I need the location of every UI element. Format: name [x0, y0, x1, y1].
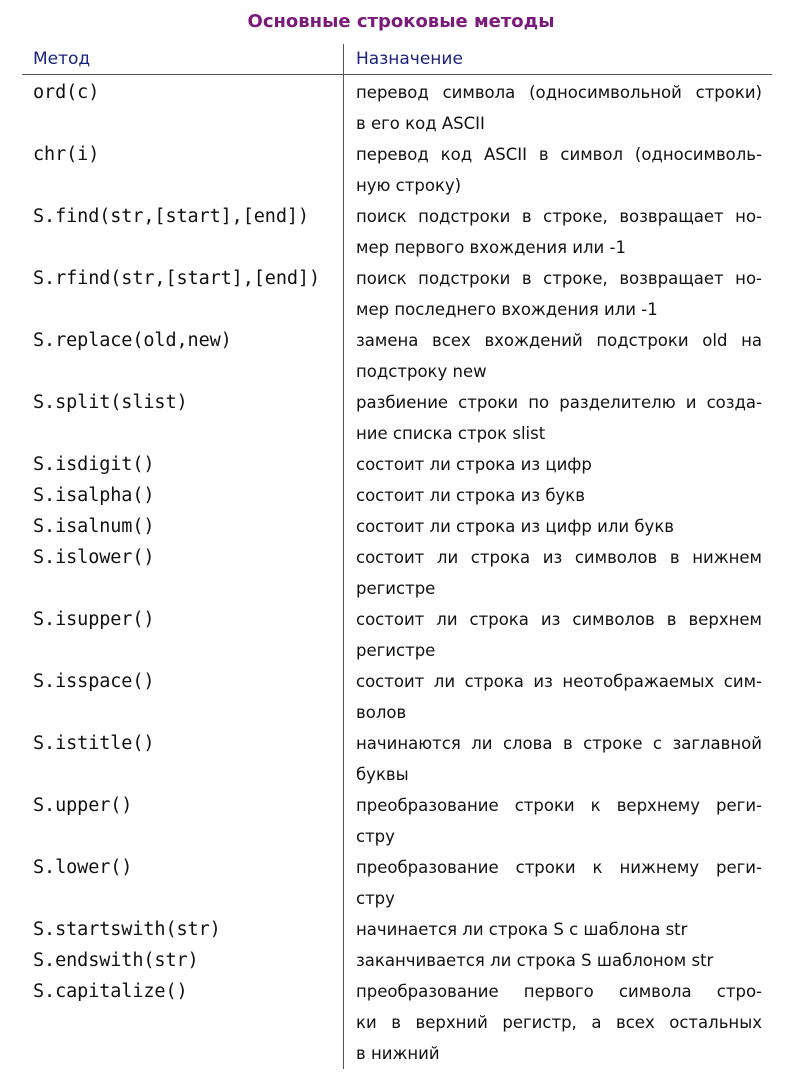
table-row — [22, 511, 772, 542]
purpose-line: ную строку) — [356, 176, 462, 195]
purpose-line: подстроку new — [356, 362, 487, 381]
purpose-cell — [344, 728, 772, 790]
purpose-line: замена всех вхождений подстроки old на — [356, 331, 762, 350]
purpose-line: волов — [356, 703, 407, 722]
purpose-line: заканчивается ли строка S шаблоном str — [356, 951, 714, 970]
method-cell: S.replace(old,new) — [33, 330, 232, 351]
purpose-line: преобразование строки к верхнему реги- — [356, 796, 762, 815]
page-title: Основные строковые методы — [247, 11, 555, 32]
method-cell: S.islower() — [33, 547, 155, 568]
purpose-cell — [344, 511, 772, 542]
table-row — [22, 449, 772, 480]
purpose-cell — [344, 976, 772, 1069]
table-row — [22, 542, 772, 604]
method-cell: chr(i) — [33, 144, 100, 165]
table-row — [22, 604, 772, 666]
purpose-line: регистре — [356, 641, 436, 660]
purpose-cell — [344, 666, 772, 728]
purpose-cell — [344, 542, 772, 604]
purpose-cell — [344, 480, 772, 511]
purpose-line: состоит ли строка из символов в верхнем — [356, 610, 762, 629]
method-cell: S.isdigit() — [33, 454, 155, 475]
table-header — [22, 44, 772, 75]
table-row — [22, 387, 772, 449]
purpose-line: состоит ли строка из цифр — [356, 455, 592, 474]
purpose-line: в его код ASCII — [356, 114, 485, 133]
table-row — [22, 790, 772, 852]
purpose-line: состоит ли строка из символов в нижнем — [356, 548, 762, 567]
method-cell: S.upper() — [33, 795, 133, 816]
method-cell: ord(c) — [33, 82, 100, 103]
purpose-line: регистре — [356, 579, 436, 598]
table-row — [22, 914, 772, 945]
table-row — [22, 666, 772, 728]
purpose-cell — [344, 139, 772, 201]
method-cell: S.isspace() — [33, 671, 155, 692]
purpose-cell — [344, 325, 772, 387]
method-cell: S.startswith(str) — [33, 919, 221, 940]
header-method: Метод — [33, 49, 91, 69]
table-row — [22, 480, 772, 511]
purpose-cell — [344, 201, 772, 263]
purpose-line: начинаются ли слова в строке с заглавной — [356, 734, 762, 753]
table-row — [22, 945, 772, 976]
method-cell: S.istitle() — [33, 733, 155, 754]
purpose-cell — [344, 449, 772, 480]
method-cell: S.split(slist) — [33, 392, 188, 413]
table-row — [22, 77, 772, 139]
purpose-line: состоит ли строка из цифр или букв — [356, 517, 675, 536]
table-row — [22, 201, 772, 263]
table-row — [22, 852, 772, 914]
purpose-line: преобразование первого символа стро- — [356, 982, 762, 1001]
method-cell: S.rfind(str,[start],[end]) — [33, 268, 320, 289]
purpose-line: состоит ли строка из букв — [356, 486, 585, 505]
purpose-line: ние списка строк slist — [356, 424, 546, 443]
purpose-line: в нижний — [356, 1044, 440, 1063]
method-cell: S.isupper() — [33, 609, 155, 630]
method-cell: S.endswith(str) — [33, 950, 199, 971]
purpose-line: состоит ли строка из неотображаемых сим- — [356, 672, 762, 691]
purpose-cell — [344, 604, 772, 666]
purpose-line: перевод символа (односимвольной строки) — [356, 83, 762, 102]
purpose-line: перевод код ASCII в символ (односимволь- — [356, 145, 762, 164]
purpose-cell — [344, 914, 772, 945]
header-purpose: Назначение — [356, 49, 463, 69]
table-row — [22, 728, 772, 790]
purpose-line: преобразование строки к нижнему реги- — [356, 858, 762, 877]
purpose-line: начинается ли строка S с шаблона str — [356, 920, 688, 939]
purpose-line: стру — [356, 827, 395, 846]
purpose-cell — [344, 77, 772, 139]
purpose-cell — [344, 852, 772, 914]
table-row — [22, 325, 772, 387]
method-cell: S.isalnum() — [33, 516, 155, 537]
methods-table — [22, 44, 772, 1069]
purpose-cell — [344, 263, 772, 325]
table-row — [22, 263, 772, 325]
table-row — [22, 976, 772, 1069]
purpose-line: мер первого вхождения или -1 — [356, 238, 626, 257]
purpose-line: поиск подстроки в строке, возвращает но- — [356, 207, 762, 226]
purpose-line: разбиение строки по разделителю и созда- — [356, 393, 762, 412]
purpose-line: поиск подстроки в строке, возвращает но- — [356, 269, 762, 288]
purpose-line: мер последнего вхождения или -1 — [356, 300, 658, 319]
purpose-cell — [344, 387, 772, 449]
purpose-cell — [344, 790, 772, 852]
purpose-line: буквы — [356, 765, 409, 784]
method-cell: S.isalpha() — [33, 485, 155, 506]
method-cell: S.find(str,[start],[end]) — [33, 206, 309, 227]
purpose-line: стру — [356, 889, 395, 908]
column-divider — [343, 44, 344, 1069]
table-row — [22, 139, 772, 201]
purpose-line: ки в верхний регистр, а всех остальных — [356, 1013, 762, 1032]
method-cell: S.lower() — [33, 857, 133, 878]
table-body — [22, 75, 772, 1069]
purpose-cell — [344, 945, 772, 976]
method-cell: S.capitalize() — [33, 981, 188, 1002]
